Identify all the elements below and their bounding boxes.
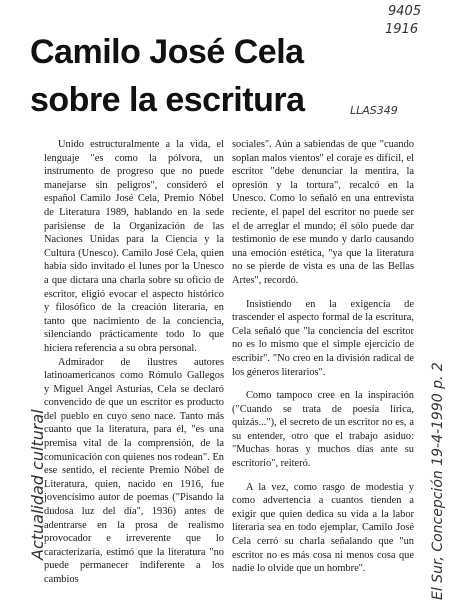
headline-line-1: Camilo José Cela (30, 33, 304, 71)
paragraph: Unido estructuralmente a la vida, el lenguaje "es como la pólvora, un instrumento de progreso que no puede manejarse sin peligros", consideró el español Camilo José Cela, Premio Nóbel de Literatura 1989, hablando en la sede parisiense de la Organización de las Naciones Unidas para la Ciencia y la Cultura (Unesco). Camilo José Cela, quien había sido invitado el lunes por la Unesco a que dictara una charla sobre su oficio de escritor, eligió evocar el aspecto histórico y filosófico de la creación literaria, en tanto que nacimiento de la conciencia, silenciando prácticamente todo lo que hiciera referencia a su obra personal. (44, 139, 224, 354)
paragraph: Insistiendo en la exigencia de trascender el aspecto formal de la escritura, Cela señaló que "la conciencia del escritor no es lo mismo que el simple ejercicio de escribir". "No creo en la división radical de los géneros literarios". (232, 298, 414, 378)
article-column-left (44, 138, 224, 587)
article-headline (30, 28, 370, 124)
handwritten-code-secondary: 1916 (385, 22, 419, 37)
headline-line-2: sobre la escritura (30, 81, 305, 119)
paragraph: A la vez, como rasgo de modestia y como advertencia a cuantos tienden a exigir que quien dedica su vida a la labor literaria sea en todo ejemplar, Camilo José Cela cerró su charla señalando que "un escritor no es más cosa ni menos cosa que nadie lo olvide que un hombre". (232, 481, 414, 575)
handwritten-section-label: Actualidad cultural (28, 409, 47, 560)
handwritten-reference: LLAS349 (350, 104, 398, 117)
paragraph: Como tampoco cree en la inspiración ("Cuando se trata de poesía lírica, quizás..."), el secreto de un escritor no es, a su entender, otro que el trabajo asiduo: "Muchas horas y muchos días ante su escritorio", reiteró. (232, 390, 414, 470)
handwritten-source-note: El Sur, Concepción 19-4-1990 p. 2 (430, 362, 446, 600)
handwritten-code: 9405 (388, 4, 422, 19)
article-column-right (232, 138, 414, 576)
paragraph: Admirador de ilustres autores latinoamericanos como Rómulo Gallegos y Miguel Angel Asturias, Cela se declaró convencido de que un escritor es producto del pueblo en cuyo seno nace. Tanto más cuanto que la literatura, para él, "es una premisa vital de la comprensión, de la comunicación con quienes nos rodean". En ese sentido, el reciente Premio Nóbel de Literatura, quien, nacido en 1916, fue jovencísimo autor de poemas ("Pisando la dudosa luz del día", 1936) antes de adentrarse en la prosa de realismo provocador e irreverente que lo caracterizaría, estimó que la literatura "no puede permanecer indiferente a los cambios (44, 356, 224, 585)
paragraph: sociales". Aún a sabiendas de que "cuando soplan malos vientos" el coraje es difícil, el escritor "debe denunciar la mentira, la opresión y la tortura", recalcó en la Unesco. Como lo señaló en una entrevista reciente, el papel del escritor no puede ser el de arreglar el mundo; él sólo puede dar testimonio de ese mundo y darlo causando una emoción estética, "ya que la literatura no se pierde de vista es una de las Bellas Artes", recordó. (232, 139, 414, 286)
